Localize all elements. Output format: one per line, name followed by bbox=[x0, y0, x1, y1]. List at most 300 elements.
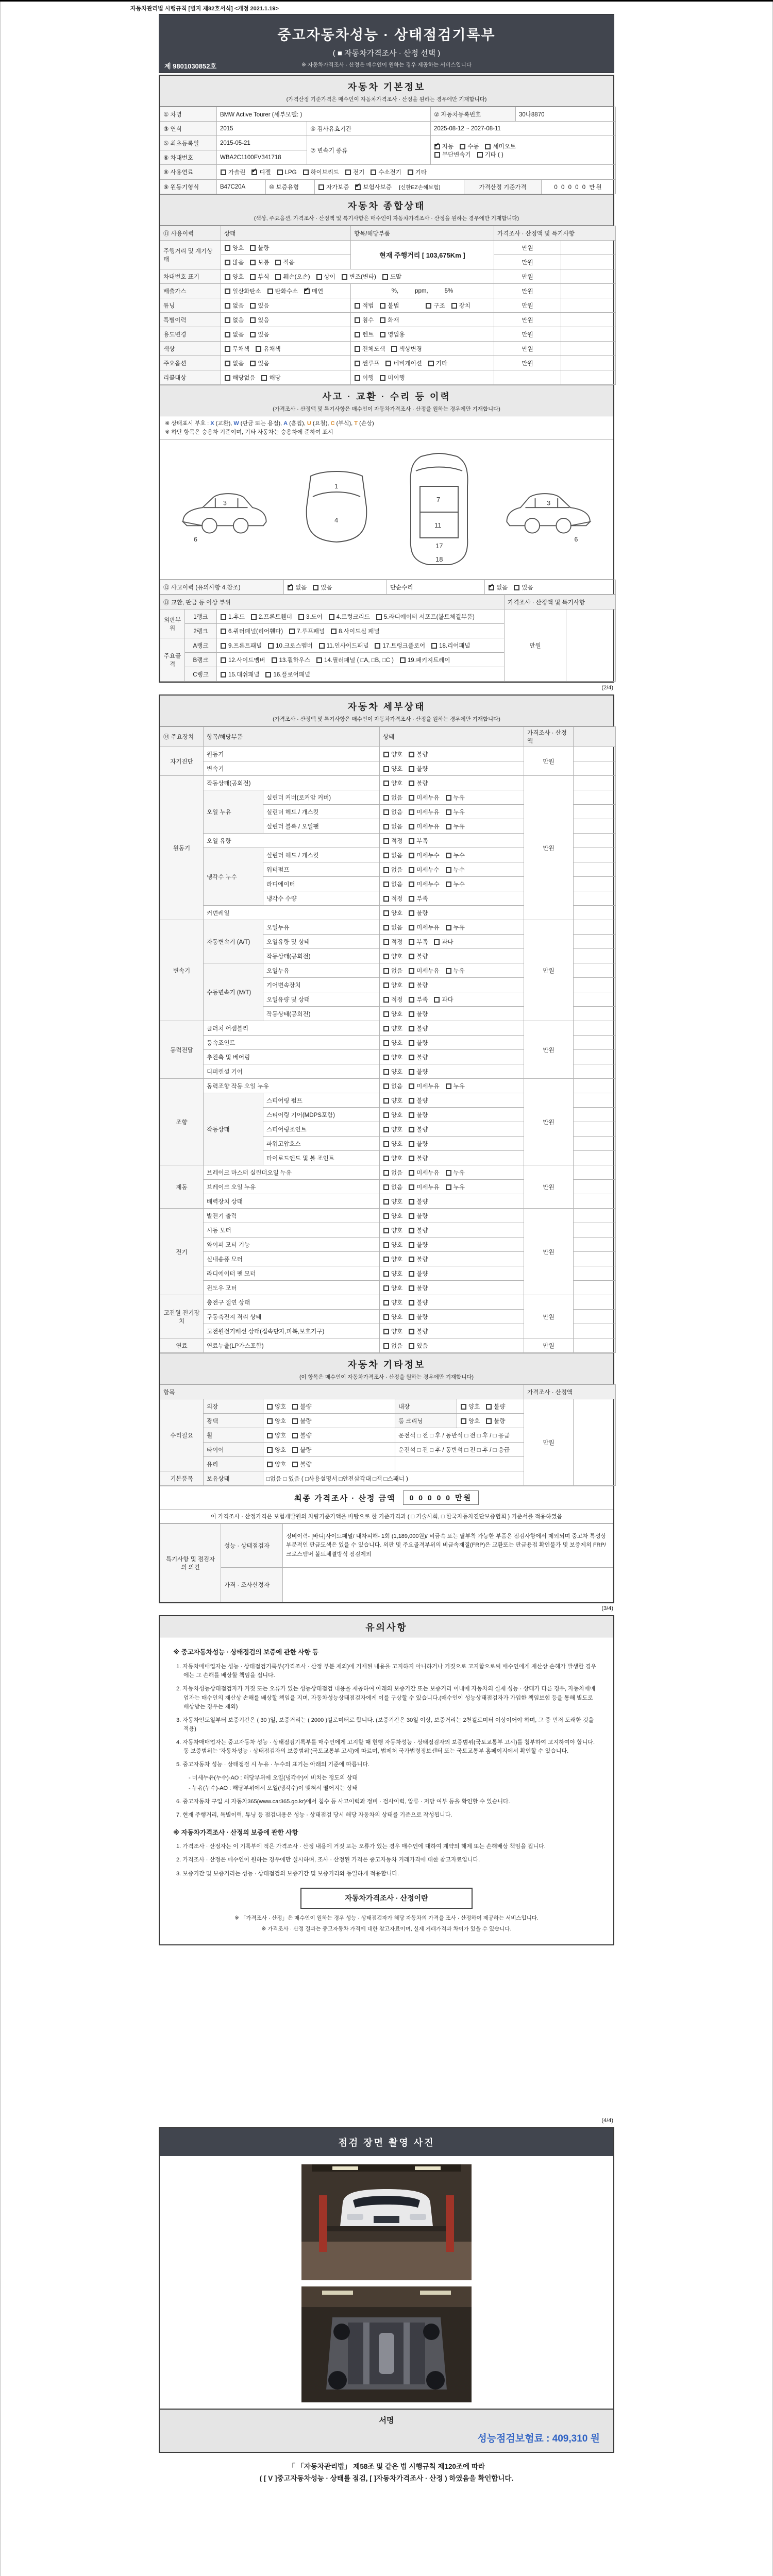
checkbox[interactable] bbox=[409, 1184, 414, 1190]
checkbox-label: 불량 bbox=[494, 1403, 506, 1410]
checkbox-label: 양호 bbox=[391, 1126, 403, 1133]
state-options bbox=[380, 1310, 524, 1324]
checkbox[interactable] bbox=[329, 614, 334, 620]
checkbox-label: 장치 bbox=[459, 302, 470, 309]
checkbox[interactable] bbox=[446, 809, 451, 815]
checkbox[interactable] bbox=[383, 1242, 389, 1248]
check-option bbox=[383, 1111, 402, 1119]
checkbox[interactable] bbox=[383, 982, 389, 988]
checkbox[interactable] bbox=[345, 170, 351, 175]
checkbox[interactable] bbox=[426, 303, 431, 309]
check-option bbox=[383, 1226, 402, 1234]
checkbox[interactable] bbox=[292, 1418, 298, 1424]
checkbox[interactable] bbox=[461, 1418, 466, 1424]
table-header-row bbox=[160, 226, 616, 241]
checkbox[interactable] bbox=[409, 1271, 414, 1277]
check-option bbox=[434, 142, 453, 150]
note-cell bbox=[574, 1338, 616, 1353]
state-options bbox=[263, 1399, 395, 1414]
checkbox[interactable] bbox=[267, 1462, 273, 1467]
item-options bbox=[351, 313, 494, 327]
checkbox[interactable] bbox=[383, 766, 389, 772]
checkbox[interactable] bbox=[383, 853, 389, 858]
checkbox[interactable] bbox=[383, 910, 389, 916]
checkbox[interactable] bbox=[409, 824, 414, 829]
checkbox[interactable] bbox=[298, 614, 304, 620]
checkbox[interactable] bbox=[250, 245, 256, 251]
note-cell bbox=[574, 1036, 616, 1050]
checkbox[interactable] bbox=[371, 170, 376, 175]
checkbox[interactable] bbox=[434, 939, 440, 945]
checkbox[interactable] bbox=[409, 1040, 414, 1046]
checkbox[interactable] bbox=[446, 882, 451, 887]
checkbox[interactable] bbox=[383, 1271, 389, 1277]
checkbox[interactable] bbox=[380, 375, 385, 381]
checkbox[interactable] bbox=[460, 144, 465, 149]
checkbox[interactable] bbox=[342, 274, 347, 280]
item-label: 작동상태(공회전) bbox=[263, 949, 380, 963]
checkbox[interactable] bbox=[267, 1404, 273, 1410]
svg-text:7: 7 bbox=[436, 496, 441, 503]
checkbox[interactable] bbox=[383, 1329, 389, 1334]
check-option bbox=[376, 613, 475, 621]
checkbox[interactable] bbox=[383, 925, 389, 930]
checkbox[interactable] bbox=[409, 982, 414, 988]
checkbox[interactable] bbox=[380, 303, 385, 309]
checkbox[interactable] bbox=[409, 1285, 414, 1291]
check-option bbox=[220, 656, 265, 664]
checkbox[interactable] bbox=[446, 925, 451, 930]
checkbox[interactable] bbox=[221, 170, 226, 175]
checkbox[interactable] bbox=[383, 1228, 389, 1233]
checkbox-label: 3.도어 bbox=[306, 614, 323, 620]
checkbox[interactable] bbox=[383, 1343, 389, 1349]
checkbox[interactable] bbox=[383, 1011, 389, 1017]
checkbox[interactable] bbox=[250, 274, 256, 280]
checkbox[interactable] bbox=[409, 910, 414, 916]
legend-desc: (손상) bbox=[357, 420, 374, 427]
checkbox[interactable] bbox=[250, 317, 256, 323]
checkbox[interactable] bbox=[434, 997, 440, 1003]
checkbox[interactable] bbox=[383, 1170, 389, 1176]
checkbox[interactable] bbox=[409, 1156, 414, 1161]
checkbox[interactable] bbox=[514, 585, 519, 590]
checkbox[interactable] bbox=[221, 672, 226, 677]
checkbox-label: 있음 bbox=[522, 584, 533, 591]
checkbox[interactable] bbox=[409, 766, 414, 772]
checkbox-label: 양호 bbox=[391, 751, 403, 758]
check-option bbox=[425, 301, 445, 310]
checkbox-label: 없음 bbox=[391, 823, 403, 830]
checkbox[interactable] bbox=[256, 346, 261, 352]
checkbox-label: 있음 bbox=[258, 360, 270, 367]
checkbox[interactable] bbox=[292, 1433, 298, 1438]
check-option bbox=[383, 1010, 402, 1018]
checkbox[interactable] bbox=[383, 1127, 389, 1132]
checkbox[interactable] bbox=[225, 375, 230, 381]
checkbox[interactable] bbox=[289, 629, 295, 634]
checkbox[interactable] bbox=[267, 289, 273, 294]
checkbox[interactable] bbox=[251, 614, 257, 620]
checkbox[interactable] bbox=[375, 643, 380, 649]
check-option bbox=[445, 808, 465, 816]
checkbox[interactable] bbox=[446, 1184, 451, 1190]
checkbox[interactable] bbox=[272, 657, 277, 663]
checkbox[interactable] bbox=[409, 1213, 414, 1219]
checkbox[interactable] bbox=[409, 1026, 414, 1031]
checkbox[interactable] bbox=[331, 629, 337, 634]
checkbox[interactable] bbox=[409, 1228, 414, 1233]
checkbox[interactable] bbox=[409, 752, 414, 757]
checkbox[interactable] bbox=[355, 317, 360, 323]
checkbox[interactable] bbox=[383, 1040, 389, 1046]
check-option bbox=[408, 923, 439, 931]
checkbox[interactable] bbox=[225, 303, 230, 309]
checkbox[interactable] bbox=[409, 795, 414, 801]
note-cell bbox=[574, 862, 616, 877]
table-row bbox=[160, 776, 616, 790]
checkbox[interactable] bbox=[383, 1285, 389, 1291]
checkbox[interactable] bbox=[225, 317, 230, 323]
checkbox[interactable] bbox=[292, 1404, 298, 1410]
check-option bbox=[379, 330, 405, 338]
check-option bbox=[408, 1111, 428, 1119]
check-option bbox=[383, 822, 402, 831]
checkbox[interactable] bbox=[225, 245, 230, 251]
checkbox[interactable] bbox=[383, 795, 389, 801]
checkbox[interactable] bbox=[431, 643, 437, 649]
overall-state-subtitle: (색상, 주요옵션, 가격조사 · 산정액 및 특기사항은 매수인이 자동차가격조사 · 산정을 원하는 경우에만 기재합니다) bbox=[254, 215, 519, 222]
checkbox[interactable] bbox=[225, 346, 230, 352]
table-row bbox=[160, 1524, 613, 1568]
checkbox[interactable] bbox=[409, 1011, 414, 1017]
checkbox[interactable] bbox=[383, 1055, 389, 1060]
check-option bbox=[460, 1417, 480, 1425]
checkbox[interactable] bbox=[265, 672, 271, 677]
checkbox[interactable] bbox=[383, 809, 389, 815]
checkbox[interactable] bbox=[461, 1404, 466, 1410]
checkbox[interactable] bbox=[409, 968, 414, 974]
checkbox[interactable] bbox=[409, 997, 414, 1003]
checkbox[interactable] bbox=[221, 657, 226, 663]
checkbox-label: 6.쿼터패널(리어휀다) bbox=[228, 628, 283, 635]
checkbox[interactable] bbox=[409, 954, 414, 959]
checkbox-label: 없음 bbox=[391, 852, 403, 859]
exchange-header: ⑬ 교환, 판금 등 이상 부위 bbox=[160, 595, 505, 609]
checkbox[interactable] bbox=[277, 170, 283, 175]
note-cell bbox=[574, 1137, 616, 1151]
check-option bbox=[292, 1431, 311, 1439]
checkbox[interactable] bbox=[409, 939, 414, 945]
checkbox[interactable] bbox=[446, 853, 451, 858]
note-cell bbox=[574, 949, 616, 963]
item-name: 광택 bbox=[204, 1414, 263, 1428]
checkbox[interactable] bbox=[250, 260, 256, 265]
note-cell bbox=[574, 1281, 616, 1295]
checkbox[interactable] bbox=[225, 332, 230, 337]
checkbox-label: 누유 bbox=[453, 1083, 465, 1090]
checkbox[interactable] bbox=[409, 882, 414, 887]
holding-state-options: □없음 □ 있음 ( □사용설명서 □안전삼각대 □잭 □스패너 ) bbox=[263, 1471, 524, 1486]
checkbox[interactable] bbox=[409, 1170, 414, 1176]
checkbox-label: 불량 bbox=[416, 1069, 428, 1075]
checkbox[interactable] bbox=[304, 289, 310, 294]
checkbox[interactable] bbox=[225, 289, 230, 294]
state-options bbox=[380, 949, 524, 963]
checkbox[interactable] bbox=[267, 1433, 273, 1438]
checkbox[interactable] bbox=[409, 1343, 414, 1349]
state-options bbox=[380, 1252, 524, 1266]
checkbox[interactable] bbox=[383, 1141, 389, 1147]
checkbox[interactable] bbox=[261, 375, 267, 381]
item-label: 냉각수 수량 bbox=[263, 891, 380, 906]
notice-box bbox=[159, 1615, 614, 1945]
checkbox[interactable] bbox=[383, 882, 389, 887]
checkbox[interactable] bbox=[225, 274, 230, 280]
checkbox[interactable] bbox=[409, 867, 414, 873]
checkbox[interactable] bbox=[355, 184, 361, 190]
checkbox-label: 불량 bbox=[300, 1432, 312, 1439]
checkbox[interactable] bbox=[383, 838, 389, 844]
checkbox[interactable] bbox=[355, 375, 360, 381]
checkbox[interactable] bbox=[383, 1314, 389, 1320]
sub-group-label: 자동변속기 (A/T) bbox=[204, 920, 263, 963]
checkbox[interactable] bbox=[409, 1141, 414, 1147]
checkbox[interactable] bbox=[383, 1184, 389, 1190]
checkbox[interactable] bbox=[383, 954, 389, 959]
checkbox[interactable] bbox=[303, 170, 309, 175]
checkbox[interactable] bbox=[409, 1329, 414, 1334]
checkbox[interactable] bbox=[409, 838, 414, 844]
checkbox[interactable] bbox=[292, 1462, 298, 1467]
checkbox[interactable] bbox=[383, 896, 389, 902]
checkbox[interactable] bbox=[446, 795, 451, 801]
checkbox[interactable] bbox=[383, 1199, 389, 1205]
row-label: 차대번호 표기 bbox=[160, 269, 221, 284]
checkbox[interactable] bbox=[380, 332, 385, 337]
check-option bbox=[408, 1024, 428, 1032]
table-row bbox=[160, 1399, 616, 1414]
checkbox[interactable] bbox=[409, 781, 414, 786]
checkbox[interactable] bbox=[446, 1083, 451, 1089]
checkbox[interactable] bbox=[355, 346, 360, 352]
checkbox[interactable] bbox=[409, 1083, 414, 1089]
checkbox[interactable] bbox=[382, 274, 388, 280]
checkbox[interactable] bbox=[355, 361, 360, 366]
checkbox[interactable] bbox=[221, 629, 226, 634]
state-header: 상태 bbox=[221, 226, 351, 241]
checkbox[interactable] bbox=[409, 1199, 414, 1205]
checkbox[interactable] bbox=[383, 1098, 389, 1104]
checkbox[interactable] bbox=[383, 939, 389, 945]
checkbox[interactable] bbox=[225, 361, 230, 366]
state-options bbox=[380, 978, 524, 992]
device-header: ⑭ 주요장치 bbox=[160, 727, 204, 747]
checkbox-label: 네비게이션 bbox=[393, 360, 422, 367]
checkbox[interactable] bbox=[318, 184, 324, 190]
checkbox[interactable] bbox=[383, 968, 389, 974]
checkbox[interactable] bbox=[383, 1026, 389, 1031]
check-option bbox=[266, 1460, 286, 1468]
note-cell bbox=[574, 963, 616, 978]
checkbox[interactable] bbox=[355, 303, 360, 309]
checkbox[interactable] bbox=[383, 1257, 389, 1262]
checkbox[interactable] bbox=[250, 332, 256, 337]
checkbox-label: 화재 bbox=[388, 317, 399, 324]
checkbox-label: 5.라디에이터 서포트(볼트체결부품) bbox=[383, 614, 475, 620]
checkbox[interactable] bbox=[409, 896, 414, 902]
checkbox[interactable] bbox=[409, 1127, 414, 1132]
checkbox[interactable] bbox=[251, 170, 257, 175]
checkbox[interactable] bbox=[409, 1257, 414, 1262]
checkbox[interactable] bbox=[451, 303, 457, 309]
checkbox[interactable] bbox=[409, 925, 414, 930]
checkbox-label: 불량 bbox=[416, 1270, 428, 1277]
check-option bbox=[382, 273, 401, 281]
checkbox[interactable] bbox=[409, 1112, 414, 1118]
checkbox[interactable] bbox=[446, 968, 451, 974]
checkbox[interactable] bbox=[267, 1447, 273, 1453]
state-options bbox=[380, 1295, 524, 1310]
checkbox[interactable] bbox=[446, 824, 451, 829]
checkbox[interactable] bbox=[446, 867, 451, 873]
panel-group-label: 외판부위 bbox=[160, 609, 185, 638]
notice-sub-item: - 미세누유(누수)-AO : 해당부위에 오일(냉각수)이 비치는 정도의 상태 bbox=[189, 1774, 358, 1781]
check-option bbox=[292, 1417, 311, 1425]
checkbox[interactable] bbox=[250, 361, 256, 366]
state-options-2 bbox=[457, 1399, 524, 1414]
checkbox[interactable] bbox=[316, 274, 322, 280]
checkbox[interactable] bbox=[383, 752, 389, 757]
checkbox[interactable] bbox=[225, 260, 230, 265]
item-label: 파워고압호스 bbox=[263, 1137, 380, 1151]
check-option bbox=[459, 142, 479, 150]
checkbox[interactable] bbox=[400, 657, 406, 663]
checkbox[interactable] bbox=[267, 1418, 273, 1424]
checkbox-label: 부족 bbox=[416, 939, 428, 945]
note-cell bbox=[574, 891, 616, 906]
checkbox[interactable] bbox=[316, 657, 322, 663]
check-option bbox=[266, 1431, 286, 1439]
price-note-header: 가격조사 · 산정액 및 특기사항 bbox=[494, 226, 616, 241]
checkbox[interactable] bbox=[434, 144, 440, 149]
checkbox[interactable] bbox=[383, 997, 389, 1003]
checkbox[interactable] bbox=[355, 332, 360, 337]
accident-title: 사고 · 교환 · 수리 등 이력 bbox=[322, 392, 451, 402]
checkbox-label: 양호 bbox=[391, 1040, 403, 1046]
checkbox[interactable] bbox=[446, 1170, 451, 1176]
checkbox[interactable] bbox=[489, 585, 494, 590]
checkbox-label: 탄화수소 bbox=[275, 288, 298, 295]
checkbox[interactable] bbox=[275, 274, 281, 280]
checkbox[interactable] bbox=[485, 144, 491, 149]
checkbox-label: 미세누유 bbox=[416, 924, 440, 931]
rank-label: 1랭크 bbox=[185, 609, 217, 624]
price-cell: 만원 bbox=[524, 1021, 574, 1079]
check-option bbox=[408, 894, 428, 903]
check-option bbox=[408, 880, 439, 888]
checkbox[interactable] bbox=[428, 361, 434, 366]
checkbox[interactable] bbox=[268, 643, 274, 649]
checkbox[interactable] bbox=[409, 1242, 414, 1248]
checkbox[interactable] bbox=[383, 1083, 389, 1089]
checkbox[interactable] bbox=[250, 303, 256, 309]
checkbox-label: 18.리어패널 bbox=[439, 642, 470, 649]
checkbox[interactable] bbox=[434, 152, 440, 158]
overall-state-header bbox=[160, 194, 613, 226]
item-options: %, ppm, 5% bbox=[351, 284, 494, 298]
checkbox[interactable] bbox=[383, 1300, 389, 1306]
note-header bbox=[574, 727, 616, 747]
checkbox-label: 미세누유 bbox=[416, 1083, 440, 1090]
state-options bbox=[263, 1428, 395, 1443]
checkbox[interactable] bbox=[409, 1300, 414, 1306]
checkbox-label: 불량 bbox=[416, 1112, 428, 1118]
state-options bbox=[380, 848, 524, 862]
checkbox[interactable] bbox=[409, 1055, 414, 1060]
checkbox[interactable] bbox=[477, 152, 483, 158]
checkbox[interactable] bbox=[383, 824, 389, 829]
state-options bbox=[380, 1324, 524, 1338]
check-option bbox=[354, 330, 374, 338]
checkbox[interactable] bbox=[383, 1156, 389, 1161]
checkbox[interactable] bbox=[288, 585, 293, 590]
checkbox[interactable] bbox=[409, 853, 414, 858]
item-label: 추진축 및 베어링 bbox=[204, 1050, 380, 1064]
checkbox[interactable] bbox=[486, 1404, 492, 1410]
notice-item: 7. 현재 주행거리, 특별이력, 튜닝 등 점검내용은 성능 · 상태점검 당시 해당 자동차의 상태를 기준으로 작성됩니다. bbox=[176, 1811, 452, 1818]
checkbox[interactable] bbox=[313, 585, 318, 590]
checkbox[interactable] bbox=[409, 1098, 414, 1104]
page-marker-4: (4/4) bbox=[601, 2117, 613, 2124]
checkbox[interactable] bbox=[221, 614, 226, 620]
check-option bbox=[408, 837, 428, 845]
checkbox[interactable] bbox=[383, 867, 389, 873]
checkbox[interactable] bbox=[383, 1069, 389, 1075]
checkbox[interactable] bbox=[275, 260, 281, 265]
checkbox-label: 미이행 bbox=[388, 375, 405, 381]
checkbox[interactable] bbox=[486, 1418, 492, 1424]
page-border-left bbox=[0, 2, 1, 2576]
checkbox[interactable] bbox=[383, 1112, 389, 1118]
checkbox-label: 없음 bbox=[391, 968, 403, 974]
checkbox[interactable] bbox=[409, 1314, 414, 1320]
state-options bbox=[380, 1281, 524, 1295]
checkbox[interactable] bbox=[221, 643, 226, 649]
checkbox[interactable] bbox=[292, 1447, 298, 1453]
item-label: 시동 모터 bbox=[204, 1223, 380, 1238]
check-option bbox=[383, 866, 402, 874]
checkbox[interactable] bbox=[408, 170, 413, 175]
checkbox[interactable] bbox=[319, 643, 325, 649]
item-options bbox=[351, 298, 494, 313]
checkbox-label: 없음 bbox=[232, 360, 244, 367]
check-option bbox=[374, 641, 425, 650]
checkbox[interactable] bbox=[409, 1069, 414, 1075]
checkbox[interactable] bbox=[385, 361, 391, 366]
price-cell: 만원 bbox=[494, 241, 561, 255]
checkbox[interactable] bbox=[380, 317, 385, 323]
checkbox[interactable] bbox=[391, 346, 397, 352]
checkbox-label: LPG bbox=[284, 169, 297, 176]
checkbox[interactable] bbox=[376, 614, 382, 620]
checkbox[interactable] bbox=[383, 1213, 389, 1219]
check-option bbox=[383, 1212, 402, 1220]
row-label: 튜닝 bbox=[160, 298, 221, 313]
checkbox[interactable] bbox=[383, 781, 389, 786]
checkbox[interactable] bbox=[409, 809, 414, 815]
notice-header bbox=[160, 1616, 613, 1637]
